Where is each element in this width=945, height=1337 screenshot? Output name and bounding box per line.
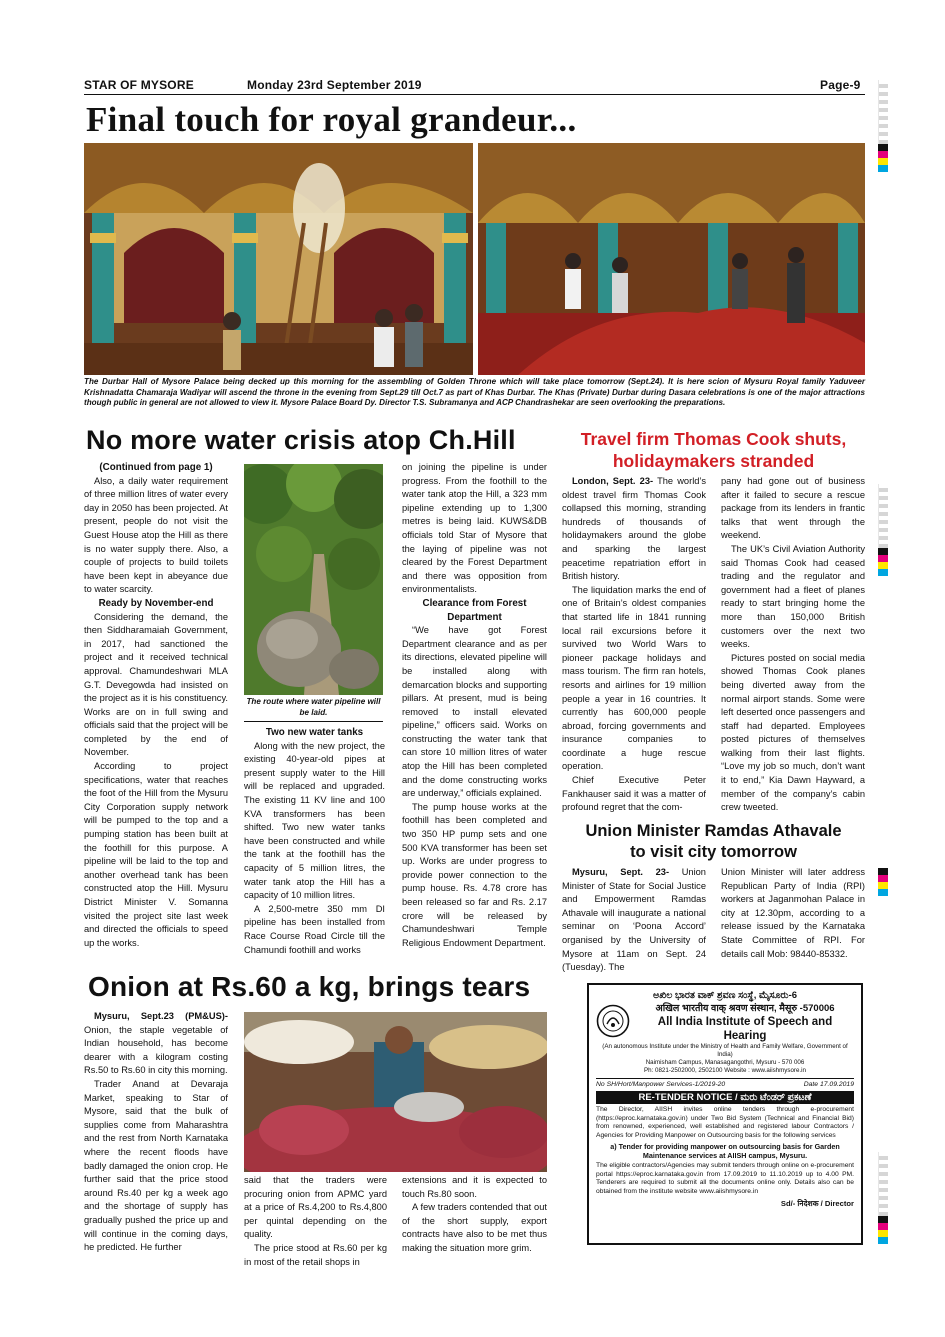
ad-reference-row [596, 1078, 854, 1088]
durbar-hall-photo-left [84, 143, 473, 375]
water-crisis-headline: No more water crisis atop Ch.Hill [86, 425, 516, 455]
ad-tender-item: a) Tender for providing manpower on outsourcing basis for Garden Maintenance services at AIISH campus, Mysuru. [610, 1142, 840, 1160]
athavale-headline-line1: Union Minister Ramdas Athavale [585, 822, 842, 840]
thomas-cook-paragraph-2: The liquidation marks the end of one of Britain’s oldest companies that started life in 1841 running local rail excursions before it survived two World Wars to pioneer package holidays and mass tourism. The firm ran hotels, resorts and airlines for 19 million people a year in 16 countries. It currently has 600,000 people abroad, forcing governments and insurance companies to coordinate a huge rescue operation. [562, 584, 706, 772]
registration-mark-top [878, 80, 888, 172]
ad-institute-name: All India Institute of Speech and Hearing [657, 1016, 833, 1042]
water-subhead-november: Ready by November-end [98, 597, 214, 609]
ad-reference-date: Date 17.09.2019 [803, 1081, 854, 1088]
ad-reference-number: No SH/Hort/Manpower Services-1/2019-20 [596, 1081, 726, 1088]
onion-paragraph-1: Onion, the staple vegetable of Indian household, has become dearer with a kilogram costing Rs.50 to Rs.60 in city this morning. [84, 1024, 228, 1076]
masthead-paper: STAR OF MYSORE [84, 78, 194, 92]
continued-note: (Continued from page 1) [99, 462, 213, 473]
onion-paragraph-2: Trader Anand at Devaraja Market, speaking to Star of Mysore, said that the bulk of supplies come from Maharashtra and the rest from North Karnataka where the recent floods have badly damaged the onion crop. He further said that the price stood around Rs.40 per kg a week ago and the shortage of supply has gradually pushed the price up and will continue in the coming days, he predicted. He further [84, 1078, 228, 1253]
aiish-retender-advertisement [587, 983, 863, 1245]
main-headline: Final touch for royal grandeur... [86, 100, 577, 139]
athavale-paragraph-1: Union Minister of State for Social Justice and Empowerment Ramdas Athavale will inaugurate a national seminar on ‘Poona Accord’ organised by the University of Mysore at 11am on Sept. 24 (Tuesday). The [562, 867, 706, 973]
registration-mark-lower [878, 868, 888, 896]
pipeline-route-photo [244, 464, 383, 695]
ad-kannada-title: ಅಖಿಲ ಭಾರತ ವಾಕ್ ಶ್ರವಣ ಸಂಸ್ಥೆ, ಮೈಸೂರು-6 [652, 990, 798, 1001]
pipeline-caption-rule [244, 721, 383, 722]
water-paragraph-4: Along with the new project, the existing 40-year-old pipes at present supply water to the Hill will be replaced and upgraded. The existing 11 KV line and 100 KVA transformers has been shifted. Two new water tanks have been constructed and while the tank at the foothill has the capacity of 5 million litres, the water tank atop the Hill has a capacity of 10 million litres. [244, 740, 385, 901]
ad-body-text: The Director, AIISH invites online tenders through e-procurement (https://eproc.karnataka.gov.in) under Two Bid System (Technical and Financial Bid) from renowned, experienced, well established and registered labour Contractors / Agencies for Providing Manpower on Outsourcing basis for the following services [596, 1106, 854, 1139]
thomas-cook-paragraph-1: The world’s oldest travel firm Thomas Cook collapsed this morning, stranding hundreds of thousands of holidaymakers around the globe and sparking the largest peacetime repatriation effort in British history. [562, 476, 706, 582]
thomas-cook-paragraph-3: Chief Executive Peter Fankhauser said it was a matter of profound regret that the com- [562, 775, 706, 813]
water-paragraph-3: According to project specifications, water that reaches the foot of the Hill from the Mysuru City Corporation supply network will be pumped to the top and a pumping station has been built at the foothill for this purpose. A pipeline will be laid to the top and another overhead tank has been constructed atop the Hill. Mysuru District Minister V. Somanna visited the project site last week and directed the officials to speed up the works. [84, 761, 228, 948]
athavale-column-1 [562, 866, 706, 975]
thomas-cook-dateline: London, Sept. 23- [572, 476, 654, 486]
water-paragraph-5: A 2,500-metre 350 mm DI pipeline has been installed from Race Course Road Circle till the Chamundi foothill and works [244, 903, 385, 955]
masthead-rule [84, 94, 865, 95]
thomas-cook-paragraph-5: The UK’s Civil Aviation Authority said Thomas Cook had ceased trading and the regulator and government had a fleet of planes ready to start bringing home the more than 150,000 British customers over the next two weeks. [721, 543, 865, 650]
water-paragraph-2: Considering the demand, the then Siddharamaiah Government, in 2017, had sanctioned the project and it received technical approval. Chamundeshwari MLA G.T. Devegowda had insisted on the project as it is his constituency. Works are on in full swing and officials said that the project will be completed by the end of November. [84, 611, 228, 758]
athavale-headline [562, 821, 865, 863]
masthead-page: Page-9 [820, 78, 861, 92]
pipeline-photo-caption: The route where water pipeline will be laid. [246, 697, 381, 717]
onion-paragraph-6: A few traders contended that out of the short supply, export contracts have also to be met thus making the situation more grim. [402, 1202, 547, 1253]
masthead-date: Monday 23rd September 2019 [247, 78, 422, 92]
thomas-cook-paragraph-6: Pictures posted on social media showed Thomas Cook planes being diverted away from the normal airport stands. Some were left deserted once passengers and staff had departed. Employees posted pictures of themselves walking from their last flights. “Love my job so much, don’t want it to end,” Kia Dawn Hayward, a member of the company’s cabin crew tweeted. [721, 652, 865, 813]
onion-column-1 [84, 1010, 228, 1255]
onion-paragraph-3: said that the traders were procuring onion from APMC yard at a price of Rs.4,200 to Rs.4,800 per quintal depending on the quality. [244, 1175, 387, 1240]
onion-paragraph-5: extensions and it is expected to touch Rs.80 soon. [402, 1175, 547, 1199]
athavale-paragraph-2: Union Minister will later address Republican Party of India (RPI) workers at Jaganmohan Palace in city at 12.30pm, according to a release issued by the Karnataka State Committee of RPI. For details call Mob: 98440-85332. [721, 867, 865, 959]
water-subhead-forest: Clearance from Forest Department [422, 597, 527, 623]
onion-column-3 [402, 1174, 547, 1256]
durbar-hall-photo-right [478, 143, 865, 375]
registration-mark-middle [878, 484, 888, 576]
thomas-cook-headline-line1: Travel firm Thomas Cook shuts, [580, 429, 847, 449]
ad-hindi-title: अखिल भारतीय वाक् श्रवण संस्थान, मैसूरु -570006 [655, 1003, 835, 1014]
onion-column-2 [244, 1174, 387, 1269]
registration-mark-bottom [878, 1152, 888, 1244]
water-column-2 [244, 726, 385, 957]
water-paragraph-8: The pump house works at the foothill has been completed and two 350 HP pump sets and one 500 KVA transformer has been set up. Works are under progress to provide power connection to the pump house. Rs. 4.78 crore has been released so far and Rs. 2.17 crore will be released by Chamundeshwari Temple Religious Endowment Department. [402, 801, 547, 948]
water-paragraph-1: Also, a daily water requirement of three million litres of water every day in 2050 has been projected. At present, people do not visit the Guest House atop the Hill as there is no water supply there. Also, a couple of projects to build toilets have been kept in abeyance due to water scarcity. [84, 475, 228, 595]
athavale-column-2 [721, 866, 865, 961]
ad-contact: Ph: 0821-2502000, 2502100 Website : www.aiishmysore.in [644, 1067, 806, 1074]
onion-paragraph-4: The price stood at Rs.60 per kg in most of the retail shops in [244, 1242, 387, 1267]
thomas-cook-column-1 [562, 475, 706, 815]
water-paragraph-7: “We have got Forest Department clearance and as per its directions, elevated pipeline will be installed along with demarcation blocks and supporting pillars. At present, mud is being removed to install elevated pipeline,” officers said. Works on constructing the water tank that can store 10 million litres of water atop the Hill has been completed and the dome constructing works are underway,” officials explained. [402, 625, 547, 799]
ad-submission-text: The eligible contractors/Agencies may submit tenders through online on e-procurement portal https://eproc.karnataka.gov.in from 17.09.2019 to 11.10.2019 up to 4.00 PM. Tenderers are required to submit all the documents online only. Details also can be obtained from the institute website www.aiishmysore.in [596, 1162, 854, 1195]
thomas-cook-headline [562, 428, 865, 472]
water-column-3 [402, 461, 547, 950]
ad-address: Naimisham Campus, Manasagangothri, Mysuru - 570 006 [645, 1059, 805, 1066]
water-paragraph-6: on joining the pipeline is under progress. From the foothill to the water tank atop the Hill, a 323 mm pipeline extending up to 1,300 metres is being laid. KUWS&DB officials told Star of Mysore that the laying of pipeline was not cleared by the Forest Department and there was opposition from environmentalists. [402, 462, 547, 595]
athavale-dateline: Mysuru, Sept. 23- [572, 867, 670, 877]
ad-signature: Sd/- निदेशक / Director [780, 1199, 854, 1208]
durbar-photo-caption: The Durbar Hall of Mysore Palace being decked up this morning for the assembling of Golden Throne which will take place tomorrow (Sept.24). It is here scion of Mysuru Royal family Yaduveer Krishnadatta Chamaraja Wadiyar will ascend the throne in the evening from Sept.29 till Oct.7 as part of Khas Durbar. The Khas (Private) Durbar during Dasara celebrations is one of the major attractions though public in general are not allowed to view it. Mysore Palace Board Dy. Director T.S. Subramanya and ACP Chandrashekar are seen overlooking the preparations. [84, 377, 865, 408]
water-subhead-tanks: Two new water tanks [265, 727, 364, 738]
water-column-1 [84, 461, 228, 950]
onion-dateline: Mysuru, Sept.23 (PM&US)- [94, 1011, 228, 1021]
thomas-cook-column-2 [721, 475, 865, 815]
ad-institute-subtitle: (An autonomous Institute under the Ministry of Health and Family Welfare, Government of India) [602, 1043, 848, 1058]
onion-trader-photo [244, 1012, 547, 1172]
aiish-seal-icon [596, 1004, 630, 1038]
thomas-cook-headline-line2: holidaymakers stranded [612, 451, 815, 471]
ad-retender-banner: RE-TENDER NOTICE / ಮರು ಟೆಂಡರ್ ಪ್ರಕಟಣೆ [596, 1091, 854, 1104]
onion-headline: Onion at Rs.60 a kg, brings tears [88, 971, 531, 1002]
athavale-headline-line2: to visit city tomorrow [630, 843, 797, 861]
thomas-cook-paragraph-4: pany had gone out of business after it failed to secure a rescue package from its lenders in frantic talks that went through the weekend. [721, 476, 865, 541]
